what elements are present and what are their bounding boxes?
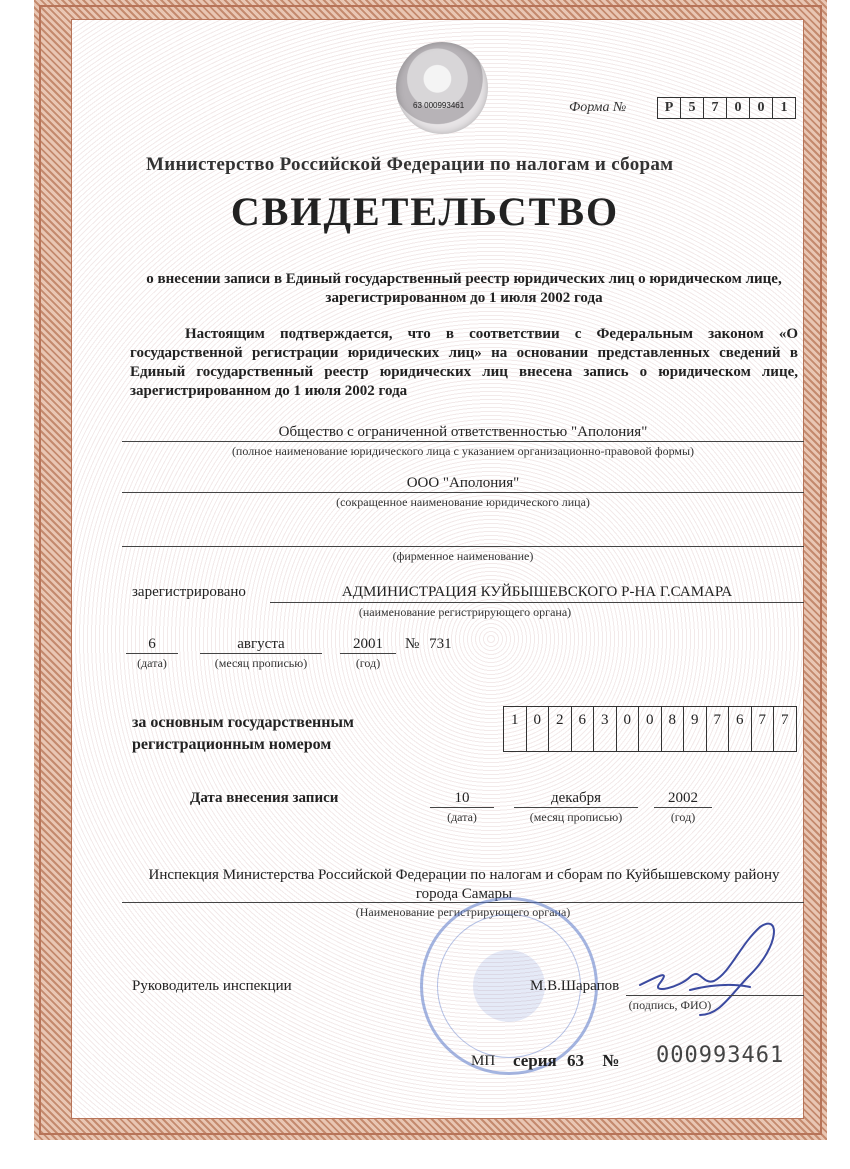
short-name-caption: (сокращенное наименование юридического лица) (336, 495, 590, 509)
registering-authority-line (270, 602, 804, 603)
short-name-value: ООО "Аполония" (406, 475, 520, 491)
entry-year-line (654, 807, 712, 808)
registered-label: зарегистрировано (132, 584, 246, 600)
registered-month-caption: (месяц прописью) (214, 656, 308, 670)
entry-year: 2002 (668, 790, 698, 806)
head-signature-line (626, 995, 804, 996)
form-code-cell: 0 (750, 98, 773, 118)
registered-day-caption: (дата) (137, 656, 167, 670)
confirmation-paragraph: Настоящим подтверждается, что в соответствии с Федеральным законом «О государственной регистрации юридических лиц» на основании представленных сведений в Единый государственный реестр юридических лиц внесена запись о юридическом лице, зарегистрированном до 1 июля 2002 года (130, 326, 798, 399)
form-code-cell: Р (658, 98, 681, 118)
entry-year-caption: (год) (670, 810, 696, 824)
entry-month: декабря (550, 790, 602, 806)
registered-month-line (200, 653, 322, 654)
ogrn-digit: 0 (527, 707, 550, 751)
ogrn-label (132, 712, 354, 756)
ogrn-digit: 0 (617, 707, 640, 751)
ogrn-digit: 7 (752, 707, 775, 751)
full-name-caption: (полное наименование юридического лица с указанием организационно-правовой формы) (231, 444, 695, 458)
hologram-seal (396, 42, 488, 134)
registered-day: 6 (148, 636, 156, 652)
ogrn-digit-boxes (503, 706, 797, 752)
full-name-value: Общество с ограниченной ответственностью "Аполония" (278, 424, 648, 440)
ogrn-digit: 6 (729, 707, 752, 751)
inspection-name: Инспекция Министерства Российской Федерации по налогам и сборам по Куйбышевскому району города Самары (148, 867, 780, 902)
registering-authority-value: АДМИНИСТРАЦИЯ КУЙБЫШЕВСКОГО Р-НА Г.САМАРА (341, 584, 733, 600)
inspection-caption: (Наименование регистрирующего органа) (355, 905, 571, 919)
registered-year-caption: (год) (355, 656, 381, 670)
registered-day-line (126, 653, 178, 654)
ogrn-digit: 3 (594, 707, 617, 751)
ogrn-digit: 9 (684, 707, 707, 751)
form-label: Форма № (569, 100, 627, 115)
entry-day: 10 (454, 790, 470, 806)
head-caption: (подпись, ФИО) (628, 998, 712, 1012)
ogrn-digit: 0 (639, 707, 662, 751)
document-subtitle: о внесении записи в Единый государственный реестр юридических лиц о юридическом лице, зарегистрированном до 1 июля 2002 года (146, 271, 782, 306)
ogrn-digit: 8 (662, 707, 685, 751)
form-code-cell: 7 (704, 98, 727, 118)
full-name-line (122, 441, 804, 442)
entry-day-caption: (дата) (447, 810, 477, 824)
brand-name-line (122, 546, 804, 547)
ministry-heading: Министерство Российской Федерации по налогам и сборам (146, 154, 674, 175)
ogrn-digit: 1 (504, 707, 527, 751)
registration-number (405, 636, 452, 653)
ogrn-label-line1: за основным государственным (132, 714, 354, 731)
ogrn-digit: 7 (707, 707, 730, 751)
registered-year: 2001 (353, 636, 383, 652)
document-title: СВИДЕТЕЛЬСТВО (230, 189, 620, 234)
short-name-line (122, 492, 804, 493)
form-code-boxes (657, 97, 796, 119)
serial-number: 000993461 (656, 1043, 785, 1068)
ogrn-label-line2: регистрационным номером (132, 736, 332, 753)
entry-month-line (514, 807, 638, 808)
brand-name-caption: (фирменное наименование) (392, 549, 534, 563)
entry-date-label: Дата внесения записи (190, 790, 339, 806)
series-block (513, 1051, 619, 1071)
form-code-cell: 1 (780, 100, 788, 115)
form-code-cell: 0 (727, 98, 750, 118)
registered-month: августа (237, 636, 285, 652)
series-number-sign: № (602, 1051, 620, 1070)
ogrn-digit: 6 (572, 707, 595, 751)
entry-day-line (430, 807, 494, 808)
entry-month-caption: (месяц прописью) (529, 810, 623, 824)
mp-label: МП (471, 1053, 496, 1069)
form-code-cell: 5 (681, 98, 704, 118)
series-label: серия (513, 1051, 557, 1070)
inspection-line (122, 902, 804, 903)
series-value: 63 (567, 1051, 584, 1070)
number-sign: № (405, 636, 420, 652)
ogrn-digit: 7 (781, 712, 789, 728)
hologram-number: 63 000993461 (413, 101, 465, 110)
head-label: Руководитель инспекции (132, 978, 292, 994)
registered-year-line (340, 653, 396, 654)
registering-authority-caption: (наименование регистрирующего органа) (358, 605, 572, 619)
ogrn-digit: 2 (549, 707, 572, 751)
number-value: 731 (429, 636, 452, 652)
head-name: М.В.Шарапов (530, 978, 620, 994)
